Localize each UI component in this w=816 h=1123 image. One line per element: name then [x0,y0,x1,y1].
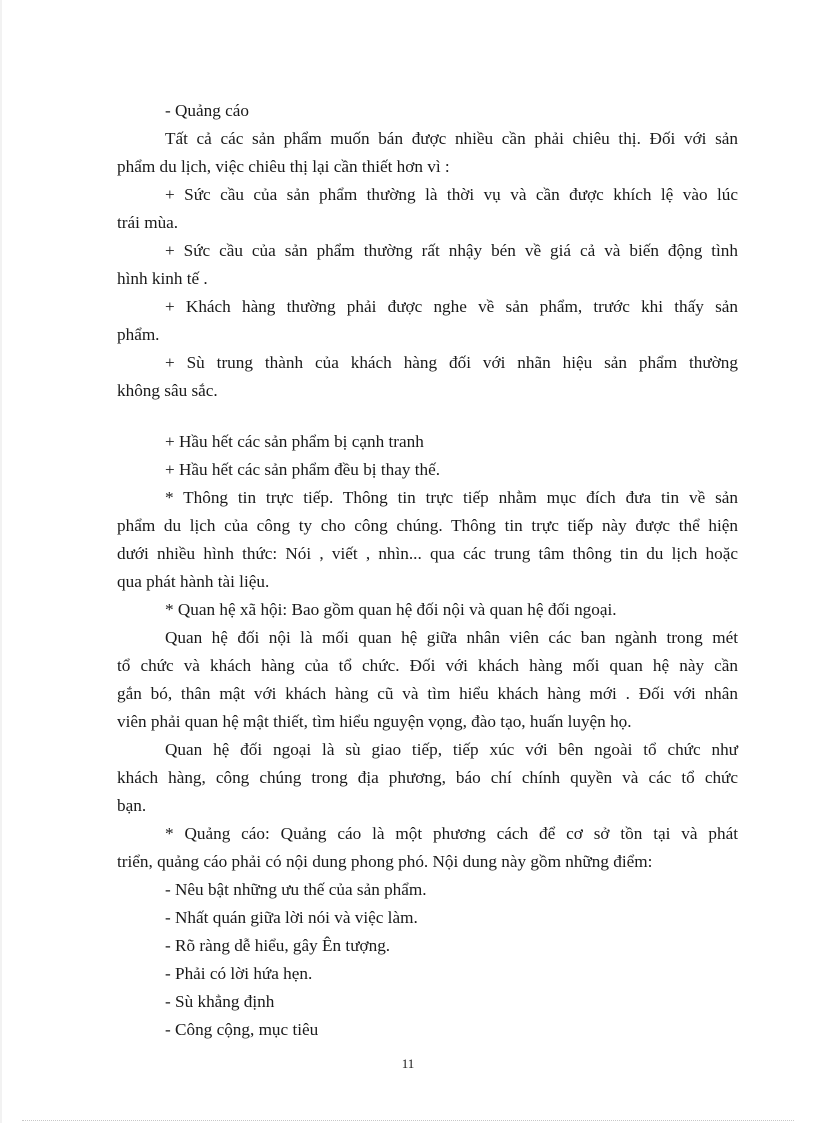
text-line: + Sù trung thành của khách hàng đối với nhãn hiệu sản phẩm thường [165,353,738,372]
text-line: - Phải có lời hứa hẹn. [165,964,313,983]
text-line: * Quảng cáo: Quảng cáo là một phương cách để cơ sở tồn tại và phát [165,824,738,843]
text-line: - Nêu bật những ưu thế của sản phẩm. [165,880,427,899]
text-line: triển, quảng cáo phải có nội dung phong phó. Nội dung này gồm những điểm: [117,852,653,871]
text-line: phẩm du lịch, việc chiêu thị lại cần thiết hơn vì : [117,157,450,176]
text-line: dưới nhiều hình thức: Nói , viết , nhìn... qua các trung tâm thông tin du lịch hoặc [117,544,738,563]
page-edge [0,0,2,1123]
text-line: + Hầu hết các sản phẩm bị cạnh tranh [165,432,424,451]
text-line: hình kinh tế . [117,269,208,288]
page-bottom-divider [22,1120,794,1121]
text-line: Quan hệ đối nội là mối quan hệ giữa nhân viên các ban ngành trong mét [165,628,738,647]
text-line: gắn bó, thân mật với khách hàng cũ và tìm hiểu khách hàng mới . Đối với nhân [117,684,738,703]
text-line: phẩm. [117,325,160,344]
text-line: trái mùa. [117,213,179,232]
text-line: qua phát hành tài liệu. [117,572,270,591]
text-line: không sâu sắc. [117,381,218,400]
text-line: + Sức cầu của sản phẩm thường là thời vụ và cần được khích lệ vào lúc [165,185,738,204]
text-line: phẩm du lịch của công ty cho công chúng. Thông tin trực tiếp này được thể hiện [117,516,738,535]
text-line: + Khách hàng thường phải được nghe về sản phẩm, trước khi thấy sản [165,297,738,316]
text-line: tổ chức và khách hàng của tổ chức. Đối với khách hàng mối quan hệ này cần [117,656,738,675]
text-line: - Sù khẳng định [165,992,275,1011]
text-line: bạn. [117,796,147,815]
text-line: - Quảng cáo [165,101,249,120]
text-line: - Nhất quán giữa lời nói và việc làm. [165,908,418,927]
text-line: + Hầu hết các sản phẩm đều bị thay thế. [165,460,441,479]
text-line: + Sức cầu của sản phẩm thường rất nhậy bén về giá cả và biến động tình [165,241,738,260]
text-line: - Rõ ràng dễ hiểu, gây Ên tượng. [165,936,391,955]
text-line: * Thông tin trực tiếp. Thông tin trực tiếp nhằm mục đích đưa tin về sản [165,488,738,507]
page-number: 11 [401,1056,415,1071]
text-line: Quan hệ đối ngoại là sù giao tiếp, tiếp xúc với bên ngoài tổ chức như [165,740,738,759]
text-line: Tất cả các sản phẩm muốn bán được nhiều cần phải chiêu thị. Đối với sản [165,129,738,148]
text-line: khách hàng, công chúng trong địa phương, báo chí chính quyền và các tổ chức [117,768,738,787]
text-line: - Công cộng, mục tiêu [165,1020,319,1039]
text-line: * Quan hệ xã hội: Bao gồm quan hệ đối nội và quan hệ đối ngoại. [165,600,617,619]
text-line: viên phải quan hệ mật thiết, tìm hiểu nguyện vọng, đào tạo, huấn luyện họ. [117,712,632,731]
